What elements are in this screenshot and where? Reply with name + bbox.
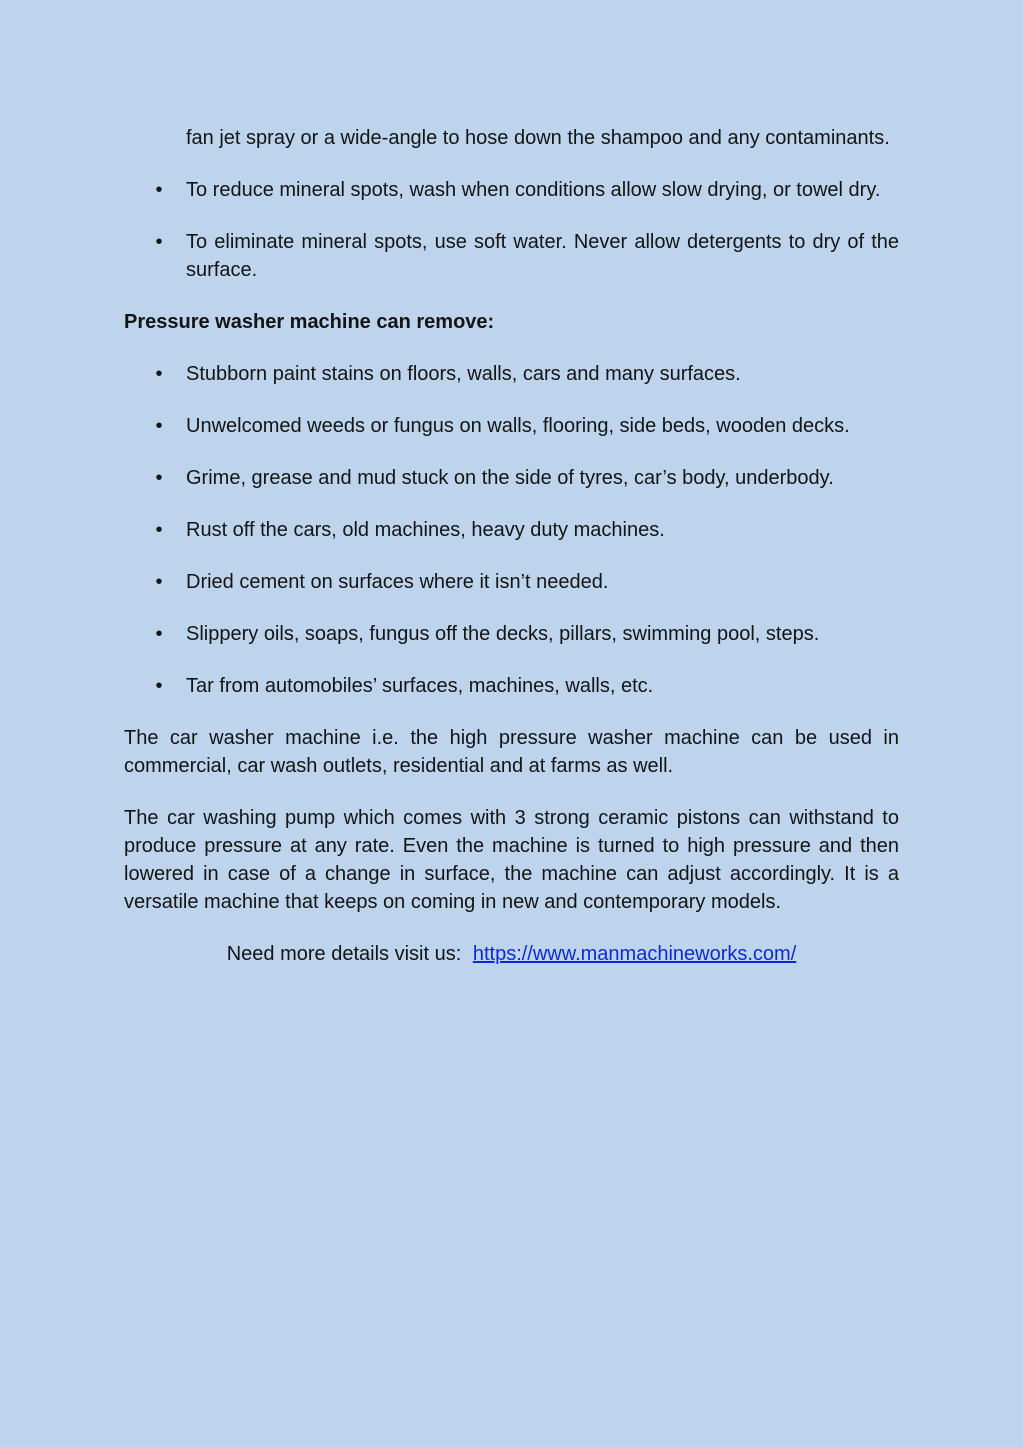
list-item-text: Grime, grease and mud stuck on the side of tyres, car’s body, underbody. bbox=[186, 467, 834, 489]
list-item bbox=[155, 672, 899, 700]
list-item-text: Stubborn paint stains on floors, walls, cars and many surfaces. bbox=[186, 363, 741, 385]
bullet-icon: • bbox=[155, 519, 163, 541]
bullet-icon: • bbox=[155, 415, 163, 437]
bullet-icon: • bbox=[155, 231, 163, 253]
list-item-text: Tar from automobiles’ surfaces, machines, walls, etc. bbox=[186, 675, 654, 697]
list-item bbox=[155, 464, 899, 492]
bullet-icon: • bbox=[155, 363, 163, 385]
list-item-text: Slippery oils, soaps, fungus off the decks, pillars, swimming pool, steps. bbox=[186, 623, 820, 645]
website-link[interactable]: https://www.manmachineworks.com/ bbox=[472, 943, 797, 965]
list-item bbox=[155, 176, 899, 204]
bullet-icon: • bbox=[155, 179, 163, 201]
tips-list bbox=[124, 176, 899, 284]
list-item bbox=[155, 620, 899, 648]
list-item-text: To eliminate mineral spots, use soft water. Never allow detergents to dry of the surface. bbox=[186, 231, 899, 281]
continued-list-text: fan jet spray or a wide-angle to hose down the shampoo and any contaminants. bbox=[186, 127, 890, 149]
bullet-icon: • bbox=[155, 467, 163, 489]
contact-line bbox=[124, 940, 899, 968]
list-item-text: Unwelcomed weeds or fungus on walls, flooring, side beds, wooden decks. bbox=[186, 415, 850, 437]
list-item bbox=[155, 228, 899, 284]
bullet-icon: • bbox=[155, 623, 163, 645]
section-heading: Pressure washer machine can remove: bbox=[124, 311, 495, 333]
remove-list bbox=[124, 360, 899, 700]
list-item bbox=[155, 516, 899, 544]
list-item bbox=[155, 412, 899, 440]
list-item-text: Dried cement on surfaces where it isn’t needed. bbox=[186, 571, 609, 593]
contact-text: Need more details visit us: bbox=[226, 943, 462, 965]
list-item bbox=[155, 568, 899, 596]
list-item-text: Rust off the cars, old machines, heavy duty machines. bbox=[186, 519, 665, 541]
document-body bbox=[124, 124, 899, 968]
body-paragraph: The car washing pump which comes with 3 strong ceramic pistons can withstand to produce pressure at any rate. Even the machine is turned to high pressure and then lowered in case of a change in surface, the machine can adjust accordingly. It is a versatile machine that keeps on coming in new and contemporary models. bbox=[124, 807, 899, 913]
list-item bbox=[155, 360, 899, 388]
body-paragraph: The car washer machine i.e. the high pressure washer machine can be used in commercial, car wash outlets, residential and at farms as well. bbox=[124, 727, 899, 777]
bullet-icon: • bbox=[155, 571, 163, 593]
bullet-icon: • bbox=[155, 675, 163, 697]
list-item-text: To reduce mineral spots, wash when conditions allow slow drying, or towel dry. bbox=[186, 179, 881, 201]
